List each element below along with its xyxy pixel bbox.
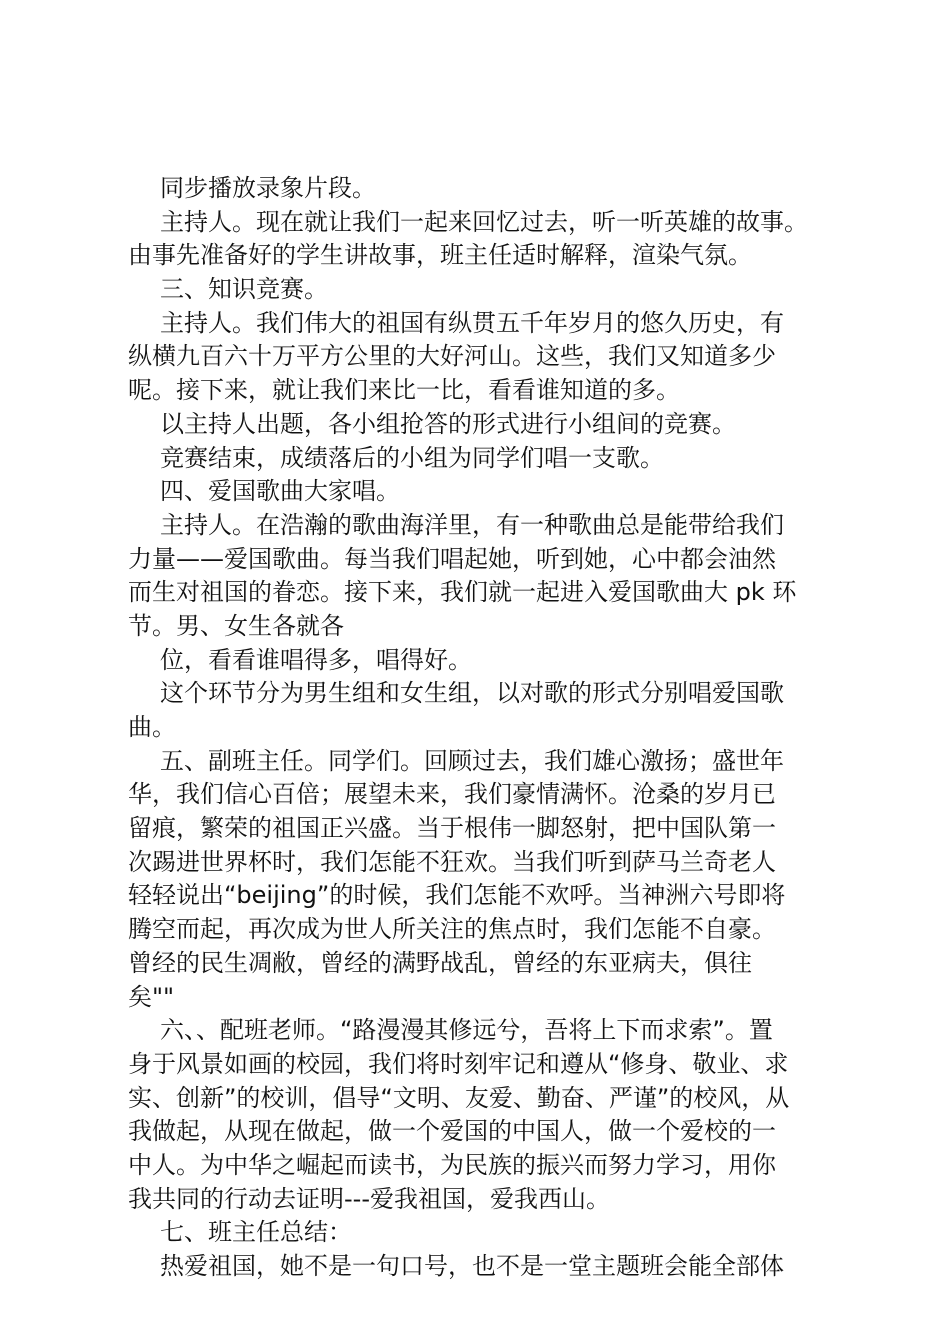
text-line: 次踢进世界杯时，我们怎能不狂欢。当我们听到萨马兰奇老人	[128, 847, 776, 876]
text-line: 主持人。我们伟大的祖国有纵贯五千年岁月的悠久历史，有	[160, 308, 784, 337]
text-line: 主持人。现在就让我们一起来回忆过去，听一听英雄的故事。	[160, 207, 808, 236]
text-line: 同步播放录象片段。	[160, 174, 376, 202]
text-line: 我做起，从现在做起，做一个爱国的中国人，做一个爱校的一	[128, 1117, 776, 1146]
text-line: 呢。接下来，就让我们来比一比，看看谁知道的多。	[128, 376, 680, 405]
text-line: 六、、配班老师。“路漫漫其修远兮，吾将上下而求索”。置	[160, 1016, 773, 1045]
text-line: 四、爱国歌曲大家唱。	[160, 477, 400, 506]
text-line: 七、班主任总结：	[160, 1218, 352, 1247]
text-line: 位，看看谁唱得多，唱得好。	[160, 645, 472, 674]
text-line: 竞赛结束，成绩落后的小组为同学们唱一支歌。	[160, 443, 664, 472]
text-line: 这个环节分为男生组和女生组，以对歌的形式分别唱爱国歌	[160, 679, 784, 708]
text-line: 矣""	[128, 982, 175, 1011]
text-line: 腾空而起，再次成为世人所关注的焦点时，我们怎能不自豪。	[128, 915, 776, 944]
text-line: 轻轻说出“beijing”的时候，我们怎能不欢呼。当神洲六号即将	[128, 881, 786, 910]
text-line: 我共同的行动去证明---爱我祖国，爱我西山。	[128, 1184, 610, 1213]
text-line: 实、创新”的校训，倡导“文明、友爱、勤奋、严谨”的校风，从	[128, 1083, 790, 1112]
text-line: 纵横九百六十万平方公里的大好河山。这些，我们又知道多少	[128, 342, 776, 371]
text-line: 节。男、女生各就各	[128, 611, 344, 640]
text-line: 身于风景如画的校园，我们将时刻牢记和遵从“修身、敬业、求	[128, 1049, 789, 1078]
text-line: 而生对祖国的眷恋。接下来，我们就一起进入爱国歌曲大 pk 环	[128, 578, 797, 607]
document-body	[128, 172, 840, 1284]
text-line: 曾经的民生凋敝，曾经的满野战乱，曾经的东亚病夫，俱往	[128, 948, 752, 977]
text-line: 主持人。在浩瀚的歌曲海洋里，有一种歌曲总是能带给我们	[160, 510, 784, 539]
text-line: 华，我们信心百倍；展望未来，我们豪情满怀。沧桑的岁月已	[128, 780, 776, 809]
text-line: 以主持人出题，各小组抢答的形式进行小组间的竞赛。	[160, 409, 736, 438]
text-line: 留痕，繁荣的祖国正兴盛。当于根伟一脚怒射，把中国队第一	[128, 814, 776, 843]
text-line: 力量——爱国歌曲。每当我们唱起她，听到她，心中都会油然	[128, 544, 776, 573]
text-line: 由事先准备好的学生讲故事，班主任适时解释，渲染气氛。	[128, 241, 752, 270]
text-line: 三、知识竞赛。	[160, 275, 328, 304]
text-line: 曲。	[128, 713, 176, 741]
text-line: 中人。为中华之崛起而读书，为民族的振兴而努力学习，用你	[128, 1150, 776, 1179]
text-line: 热爱祖国，她不是一句口号，也不是一堂主题班会能全部体	[160, 1252, 784, 1280]
text-line: 五、副班主任。同学们。回顾过去，我们雄心激扬；盛世年	[160, 746, 784, 775]
